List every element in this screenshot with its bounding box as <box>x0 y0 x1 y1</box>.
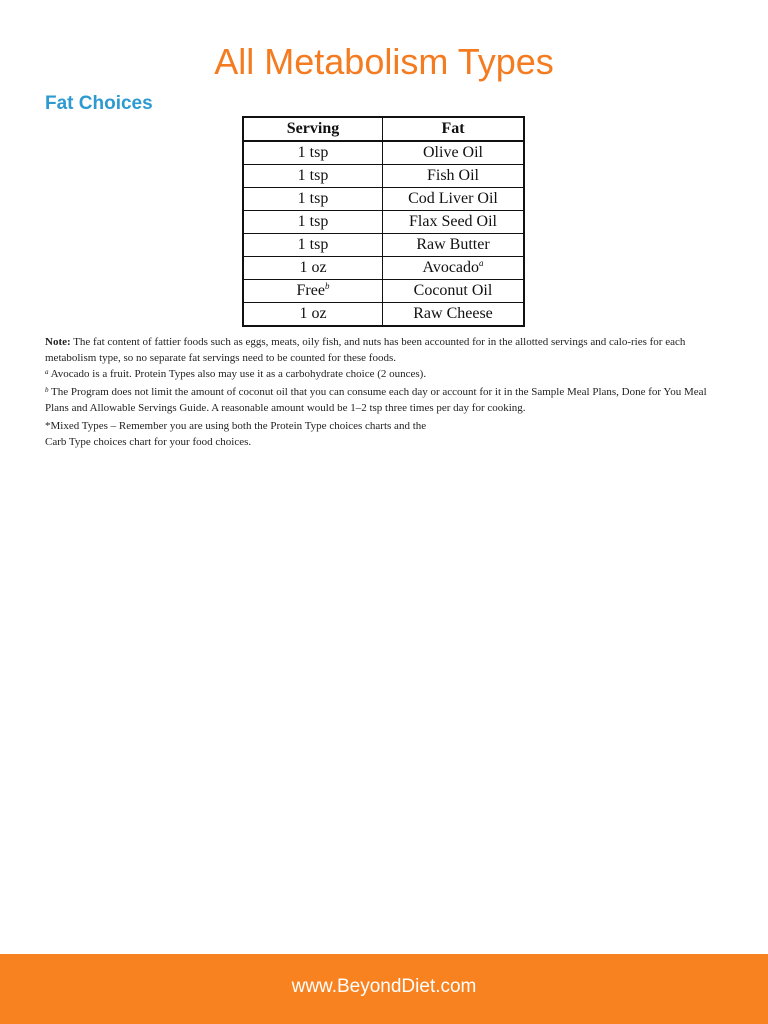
serving-value: 1 tsp <box>297 167 329 184</box>
footnote-a-text: Avocado is a fruit. Protein Types also may use it as a carbohydrate choice (2 ounces). <box>48 368 427 380</box>
serving-cell <box>243 280 383 303</box>
fat-value: Raw Cheese <box>413 305 493 322</box>
serving-value: 1 tsp <box>297 144 329 161</box>
table-row <box>243 234 524 257</box>
serving-footnote-mark: b <box>324 281 330 291</box>
serving-cell <box>243 257 383 280</box>
serving-cell <box>243 165 383 188</box>
fat-choices-table <box>242 116 525 327</box>
footnote-b-text: The Program does not limit the amount of coconut oil that you can consume each day or account for it in the Sample Meal Plans, Done for You Meal Plans and Allowable Servings Guide. A reasonable amount would be 1–2 tsp three times per day for cooking. <box>45 386 707 414</box>
fat-value: Olive Oil <box>423 144 483 161</box>
table-row <box>243 141 524 165</box>
footnote-a-mark: a <box>45 368 49 376</box>
table-row <box>243 280 524 303</box>
serving-cell <box>243 303 383 327</box>
footer-band <box>0 954 768 1024</box>
serving-value: 1 tsp <box>297 213 329 230</box>
fat-value: Coconut Oil <box>413 282 493 299</box>
serving-value: Free <box>296 282 325 299</box>
footnote-b-mark: b <box>45 386 49 394</box>
fat-value: Avocado <box>422 259 480 276</box>
fat-value: Cod Liver Oil <box>408 190 498 207</box>
mixed-types-line-1: *Mixed Types – Remember you are using both the Protein Type choices charts and the <box>45 420 427 432</box>
footer-website-link[interactable]: www.BeyondDiet.com <box>291 976 477 997</box>
fat-value: Fish Oil <box>426 167 479 184</box>
fat-cell <box>383 303 525 327</box>
footnote-a <box>45 366 725 382</box>
mixed-types-note <box>45 418 725 450</box>
serving-cell <box>243 211 383 234</box>
table-row <box>243 257 524 280</box>
serving-value: 1 oz <box>299 259 327 276</box>
table-row <box>243 303 524 327</box>
table-row <box>243 188 524 211</box>
column-header-fat: Fat <box>383 117 525 141</box>
fat-cell <box>383 211 525 234</box>
fat-cell <box>383 141 525 165</box>
fat-cell <box>383 280 525 303</box>
serving-value: 1 oz <box>299 305 327 322</box>
fat-cell <box>383 234 525 257</box>
fat-cell <box>383 188 525 211</box>
section-heading-fat-choices: Fat Choices <box>45 93 153 114</box>
table-header-row <box>243 117 524 141</box>
note-paragraph <box>45 334 725 366</box>
column-header-serving: Serving <box>243 117 383 141</box>
table-row <box>243 211 524 234</box>
table-row <box>243 165 524 188</box>
page-title: All Metabolism Types <box>214 41 554 82</box>
fat-footnote-mark: a <box>479 258 484 268</box>
fat-value: Raw Butter <box>416 236 490 253</box>
mixed-types-line-2: Carb Type choices chart for your food choices. <box>45 436 252 448</box>
fat-cell <box>383 257 525 280</box>
serving-value: 1 tsp <box>297 236 329 253</box>
note-text: The fat content of fattier foods such as eggs, meats, oily fish, and nuts has been accounted for in the allotted servings and calo-ries for each metabolism type, so no separate fat servings need to be counted for these foods. <box>45 336 686 364</box>
serving-cell <box>243 188 383 211</box>
footnote-b <box>45 384 725 416</box>
notes-section <box>45 334 725 450</box>
fat-value: Flax Seed Oil <box>409 213 497 230</box>
note-label: Note: <box>45 336 71 348</box>
serving-cell <box>243 141 383 165</box>
serving-value: 1 tsp <box>297 190 329 207</box>
serving-cell <box>243 234 383 257</box>
fat-cell <box>383 165 525 188</box>
